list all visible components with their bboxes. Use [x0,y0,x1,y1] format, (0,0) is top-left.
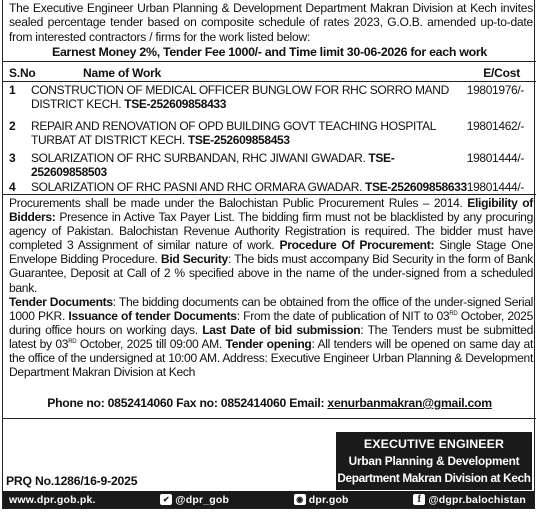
instagram-link[interactable]: ◉ dpr.gob [294,494,349,506]
contact-line: Phone no: 0852414060 Fax no: 0852414060 Email: xenurbanmakran@gmail.com [47,396,492,410]
facebook-icon: f [413,494,425,505]
row-work: CONSTRUCTION OF MEDICAL OFFICER BUNGLOW FOR RHC SORRO MAND DISTRICT KECH. TSE-252609858433 [31,83,449,112]
row-cost: 19801444/- [466,180,524,194]
row-work: SOLARIZATION OF RHC PASNI AND RHC ORMARA GWADAR. TSE-252609858633 [31,180,467,194]
header-work: Name of Work [83,66,162,80]
email-link[interactable]: xenurbanmakran@gmail.com [327,396,492,410]
intro-text: The Executive Engineer Urban Planning & Development Department Makran Division at Kech invites sealed percentage tender based on composite schedule of rates 2023, G.O.B. amended up-to-date from interested contractors / firms for the work listed below: [9,1,533,44]
tse-number: TSE-252609858453 [187,133,290,148]
signature-line: Urban Planning & Development [348,454,520,468]
tse-number: TSE-252609858433 [124,97,227,112]
divider [3,418,536,419]
row-work: SOLARIZATION OF RHC SURBANDAN, RHC JIWANI GWADAR. TSE-252609858503 [31,151,395,180]
row-sno: 1 [9,83,16,97]
prq-number: PRQ No.1286/16-9-2025 [6,474,138,488]
tender-documents-heading: Tender Documents [9,294,113,309]
earnest-money-line: Earnest Money 2%, Tender Fee 1000/- and Time limit 30-06-2026 for each work [52,45,487,59]
row-sno: 3 [9,151,16,165]
website-link[interactable]: www.dpr.gob.pk. [9,493,96,506]
bid-security-heading: Bid Security [160,252,228,267]
tse-number: TSE-252609858633 [365,180,467,194]
tse-number: TSE-252609858503 [31,151,395,180]
procedure-heading: Procedure Of Procurement: [279,238,435,253]
row-work: REPAIR AND RENOVATION OF OPD BUILDING GOVT TEACHING HOSPITAL TURBAT AT DISTRICT KECH. TSE-252609858453 [31,119,436,148]
row-cost: 19801976/- [466,83,524,97]
row-sno: 2 [9,119,16,133]
header-sno: S.No [9,66,36,80]
signature-line: Department Makran Division at Kech [337,471,531,485]
eligibility-heading: Eligibility of Bidders: [9,196,533,225]
divider [3,194,536,195]
row-cost: 19801462/- [466,119,524,133]
signature-title: EXECUTIVE ENGINEER [363,437,505,451]
last-date-heading: Last Date of bid submission [202,322,361,337]
divider [3,61,536,62]
footer-bar [3,491,534,508]
facebook-link[interactable]: f @dgpr.balochistan [413,494,526,506]
row-sno: 4 [9,180,16,194]
instagram-icon: ◉ [294,494,306,505]
issuance-heading: Issuance of tender Documents [68,308,237,323]
header-cost: E/Cost [483,66,520,80]
signature-block [336,432,532,490]
tender-opening-heading: Tender opening [225,336,312,351]
twitter-icon: ✔ [160,494,172,505]
row-cost: 19801444/- [466,151,524,165]
divider [3,81,536,82]
twitter-link[interactable]: ✔ @dpr_gob [160,494,229,506]
terms-text: Procurements shall be made under the Balochistan Public Procurement Rules – 2014. Eligibility of Bidders: Presence in Active Tax Payer List. The bidding firm must not be blacklisted by any procuring agency of Pakistan. Balochistan Revenue Authority Registration is required. The bidder must have completed 3 Assignment of similar nature of work. Procedure Of Procurement: Single Stage One Envelope Bidding Procedure. Bid Security: The bids must accompany Bid Security in the form of Bank Guarantee, Deposit at Call of 2 % specified above in the name of the under-signed from a scheduled bank. Tender Documents: The bidding documents can be obtained from the office of the under-signed Serial 1000 PKR. Issuance of tender Documents: From the date of publication of NIT to 03RD October, 2025 during office hours on working days. Last Date of bid submission: The Tenders must be submitted latest by 03RD October, 2025 till 09:00 AM. Tender opening: All tenders will be opened on same day at the office of the undersigned at 10:00 AM. Address: Executive Engineer Urban Planning & Development Department Makran Division at Kech [9,196,534,380]
